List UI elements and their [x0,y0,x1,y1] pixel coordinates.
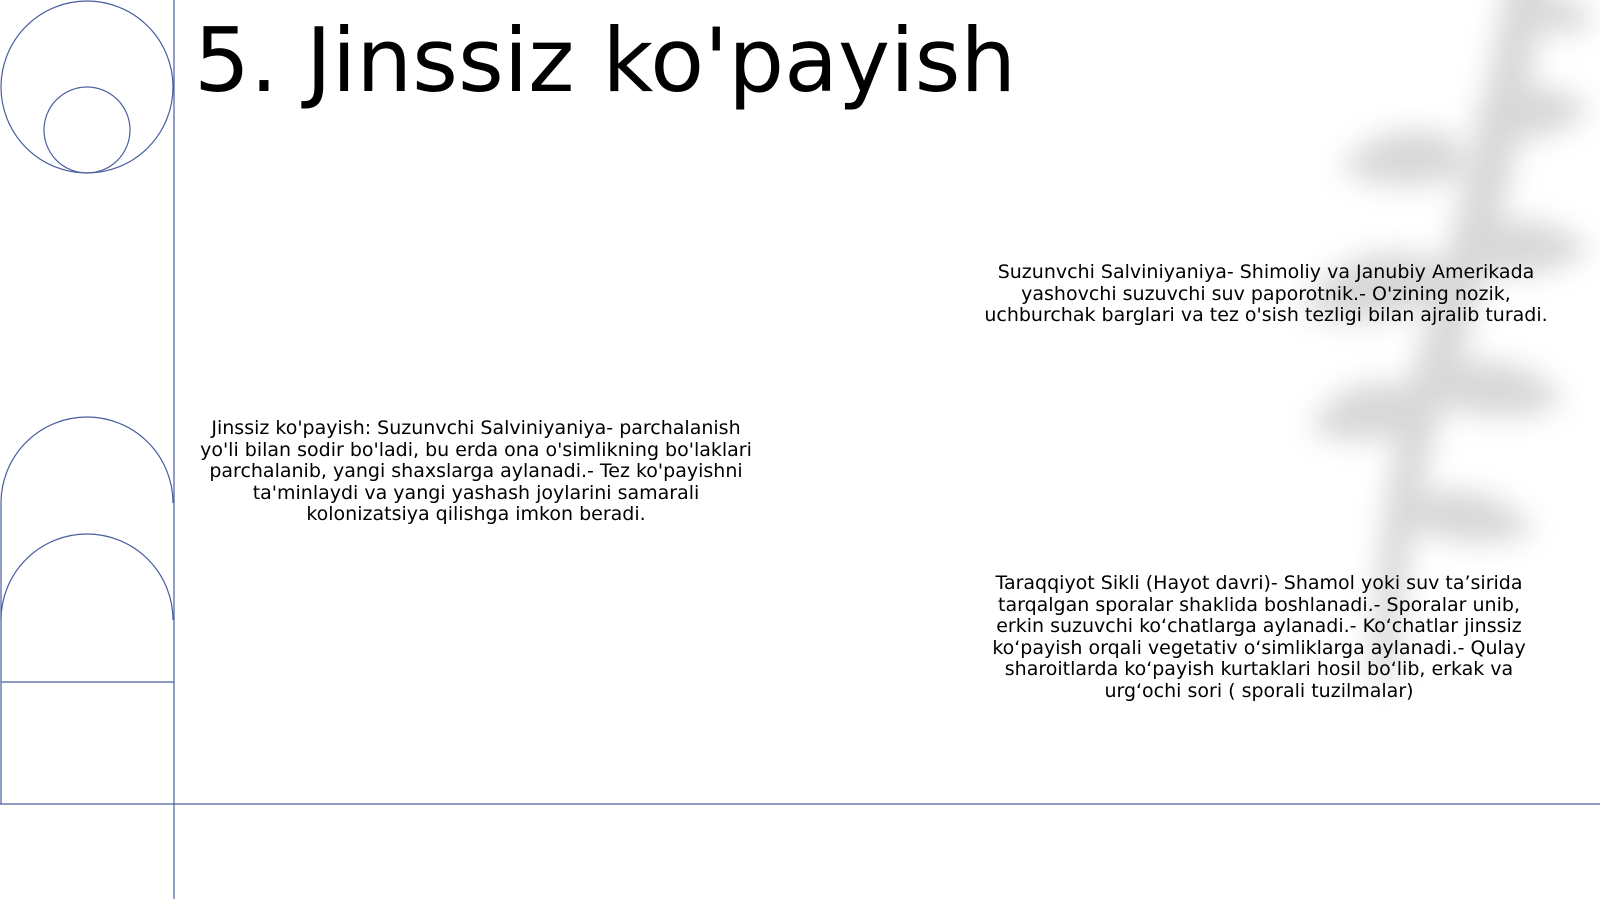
circle-outline-icon [44,87,130,173]
arch-outline-icon [1,534,173,620]
text-block-asexual-reproduction: Jinssiz ko'payish: Suzunvchi Salviniyaniya- parchalanish yo'li bilan sodir bo'ladi, bu erda ona o'simlikning bo'laklari parchalanib, yangi shaxslarga aylanadi.- Tez ko'payishni ta'minlaydi va yangi yashash joylarini samarali kolonizatsiya qilishga imkon beradi. [200,417,752,525]
text-block-life-cycle: Taraqqiyot Sikli (Hayot davri)- Shamol yoki suv ta’sirida tarqalgan sporalar shaklida boshlanadi.- Sporalar unib, erkin suzuvchi ko‘chatlarga aylanadi.- Ko‘chatlar jinssiz ko‘payish orqali vegetativ o‘simliklarga aylanadi.- Qulay sharoitlarda ko‘payish kurtaklari hosil bo‘lib, erkak va urg‘ochi sori ( sporali tuzilmalar) [992,572,1526,702]
arch-outline-icon [1,417,173,804]
text-block-description: Suzunvchi Salviniyaniya- Shimoliy va Janubiy Amerikada yashovchi suzuvchi suv paporotnik.- O'zining nozik, uchburchak barglari va tez o'sish tezligi bilan ajralib turadi. [984,261,1548,326]
slide-title: 5. Jinssiz ko'payish [194,9,1017,112]
